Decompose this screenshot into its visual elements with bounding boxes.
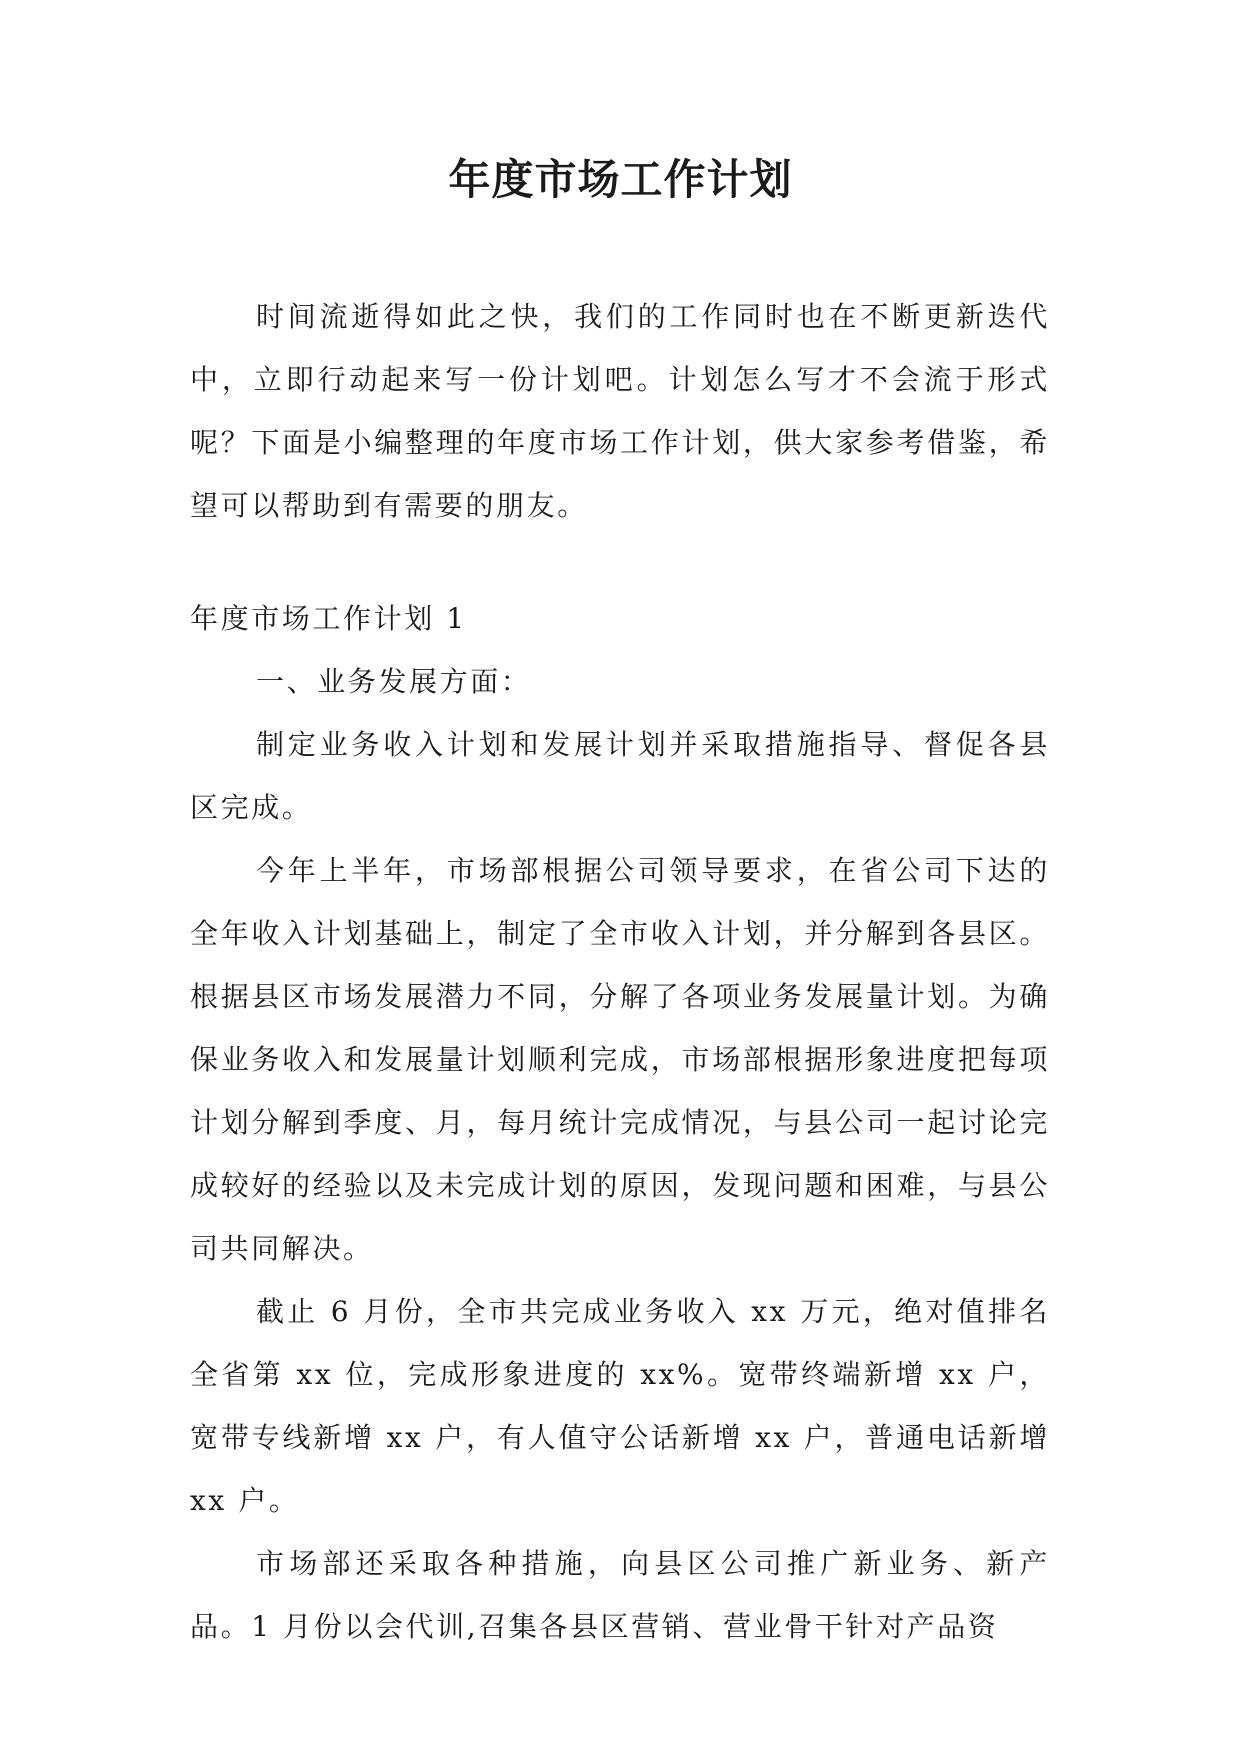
body-paragraph: 制定业务收入计划和发展计划并采取措施指导、督促各县区完成。 [190,728,1050,824]
subheading: 一、业务发展方面： [256,665,532,698]
section-heading: 年度市场工作计划 1 [190,602,467,635]
intro-paragraph: 时间流逝得如此之快，我们的工作同时也在不断更新迭代中，立即行动起来写一份计划吧。计划怎么写才不会流于形式呢？下面是小编整理的年度市场工作计划，供大家参考借鉴，希望可以帮助到有需要的朋友。 [190,300,1050,522]
document-title: 年度市场工作计划 [448,155,793,204]
body-paragraph: 市场部还采取各种措施，向县区公司推广新业务、新产品。1 月份以会代训,召集各县区营销、营业骨干针对产品资 [190,1547,1050,1643]
document-body [190,285,1050,1658]
body-paragraph: 截止 6 月份，全市共完成业务收入 xx 万元，绝对值排名全省第 xx 位，完成形象进度的 xx%。宽带终端新增 xx 户，宽带专线新增 xx 户，有人值守公话新增 xx 户，普通电话新增 xx 户。 [190,1295,1050,1517]
body-paragraph: 今年上半年，市场部根据公司领导要求，在省公司下达的全年收入计划基础上，制定了全市收入计划，并分解到各县区。根据县区市场发展潜力不同，分解了各项业务发展量计划。为确保业务收入和发展量计划顺利完成，市场部根据形象进度把每项计划分解到季度、月，每月统计完成情况，与县公司一起讨论完成较好的经验以及未完成计划的原因，发现问题和困难，与县公司共同解决。 [190,854,1050,1265]
